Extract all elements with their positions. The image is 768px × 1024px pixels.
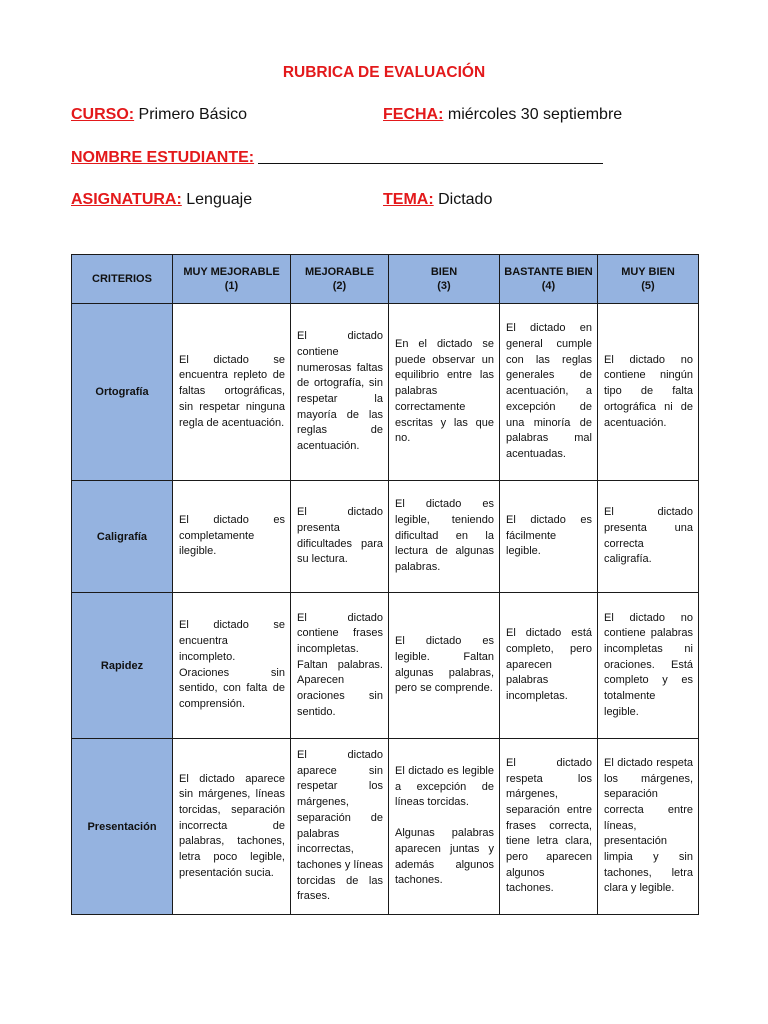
rubric-table <box>71 254 699 915</box>
table-cell: El dictado respeta los márgenes, separación correcta entre líneas, presentación limpia y sin tachones, letra clara y legible. <box>598 739 699 915</box>
table-cell: El dictado se encuentra incompleto. Oraciones sin sentido, con falta de comprensión. <box>173 593 291 739</box>
table-row <box>72 481 699 593</box>
table-cell: El dictado en general cumple con las reglas generales de acentuación, a excepción de una minoría de palabras mal acentuadas. <box>500 304 598 481</box>
table-cell: El dictado es legible. Faltan algunas palabras, pero se comprende. <box>389 593 500 739</box>
table-cell: El dictado es fácilmente legible. <box>500 481 598 593</box>
nombre-field <box>71 149 603 167</box>
criterion-caligrafia: Caligrafía <box>72 481 173 593</box>
table-cell: El dictado no contiene palabras incompletas ni oraciones. Está completo y es totalmente legible. <box>598 593 699 739</box>
criterion-rapidez: Rapidez <box>72 593 173 739</box>
curso-value: Primero Básico <box>134 106 248 123</box>
table-cell: El dictado presenta una correcta caligrafía. <box>598 481 699 593</box>
fecha-label: FECHA: <box>383 106 444 123</box>
table-row <box>72 739 699 915</box>
header-muy-bien: MUY BIEN (5) <box>598 255 699 304</box>
curso-label: CURSO: <box>71 106 135 123</box>
nombre-label: NOMBRE ESTUDIANTE: <box>71 149 255 166</box>
tema-label: TEMA: <box>383 191 434 208</box>
curso-field <box>71 106 247 124</box>
table-cell: El dictado presenta dificultades para su lectura. <box>291 481 389 593</box>
fecha-field <box>383 106 622 124</box>
document-title: RUBRICA DE EVALUACIÓN <box>282 64 486 81</box>
asignatura-field <box>71 191 252 209</box>
fecha-value: miércoles 30 septiembre <box>443 106 623 123</box>
table-cell: El dictado aparece sin respetar los márgenes, separación de palabras incorrectas, tachones y líneas torcidas de las frases. <box>291 739 389 915</box>
header-bastante-bien: BASTANTE BIEN (4) <box>500 255 598 304</box>
criterion-ortografia: Ortografía <box>72 304 173 481</box>
table-cell: En el dictado se puede observar un equilibrio entre las palabras correctamente escritas y las que no. <box>389 304 500 481</box>
header-criterios: CRITERIOS <box>72 255 173 304</box>
table-cell: El dictado está completo, pero aparecen palabras incompletas. <box>500 593 598 739</box>
table-row <box>72 593 699 739</box>
tema-value: Dictado <box>433 191 493 208</box>
header-muy-mejorable: MUY MEJORABLE (1) <box>173 255 291 304</box>
table-cell: El dictado no contiene ningún tipo de falta ortográfica ni de acentuación. <box>598 304 699 481</box>
name-blank-line <box>258 163 603 164</box>
cell-paragraph: Algunas palabras aparecen juntas y además algunos tachones. <box>395 827 494 887</box>
asignatura-label: ASIGNATURA: <box>71 191 182 208</box>
table-header-row <box>72 255 699 304</box>
header-mejorable: MEJORABLE (2) <box>291 255 389 304</box>
criterion-presentacion: Presentación <box>72 739 173 915</box>
table-cell: El dictado respeta los márgenes, separación entre frases correcta, tiene letra clara, pero aparecen algunos tachones. <box>500 739 598 915</box>
table-cell <box>389 739 500 915</box>
tema-field <box>383 191 492 209</box>
table-cell: El dictado se encuentra repleto de faltas ortográficas, sin respetar ninguna regla de acentuación. <box>173 304 291 481</box>
table-cell: El dictado contiene numerosas faltas de ortografía, sin respetar la mayoría de las reglas de acentuación. <box>291 304 389 481</box>
table-cell: El dictado es legible, teniendo dificultad en la lectura de algunas palabras. <box>389 481 500 593</box>
table-cell: El dictado es completamente ilegible. <box>173 481 291 593</box>
cell-paragraph: El dictado es legible a excepción de líneas torcidas. <box>395 765 494 809</box>
table-row <box>72 304 699 481</box>
table-cell: El dictado aparece sin márgenes, líneas torcidas, separación incorrecta de palabras, tachones, letra poco legible, presentación sucia. <box>173 739 291 915</box>
header-bien: BIEN (3) <box>389 255 500 304</box>
table-cell: El dictado contiene frases incompletas. Faltan palabras. Aparecen oraciones sin sentido. <box>291 593 389 739</box>
asignatura-value: Lenguaje <box>181 191 253 208</box>
